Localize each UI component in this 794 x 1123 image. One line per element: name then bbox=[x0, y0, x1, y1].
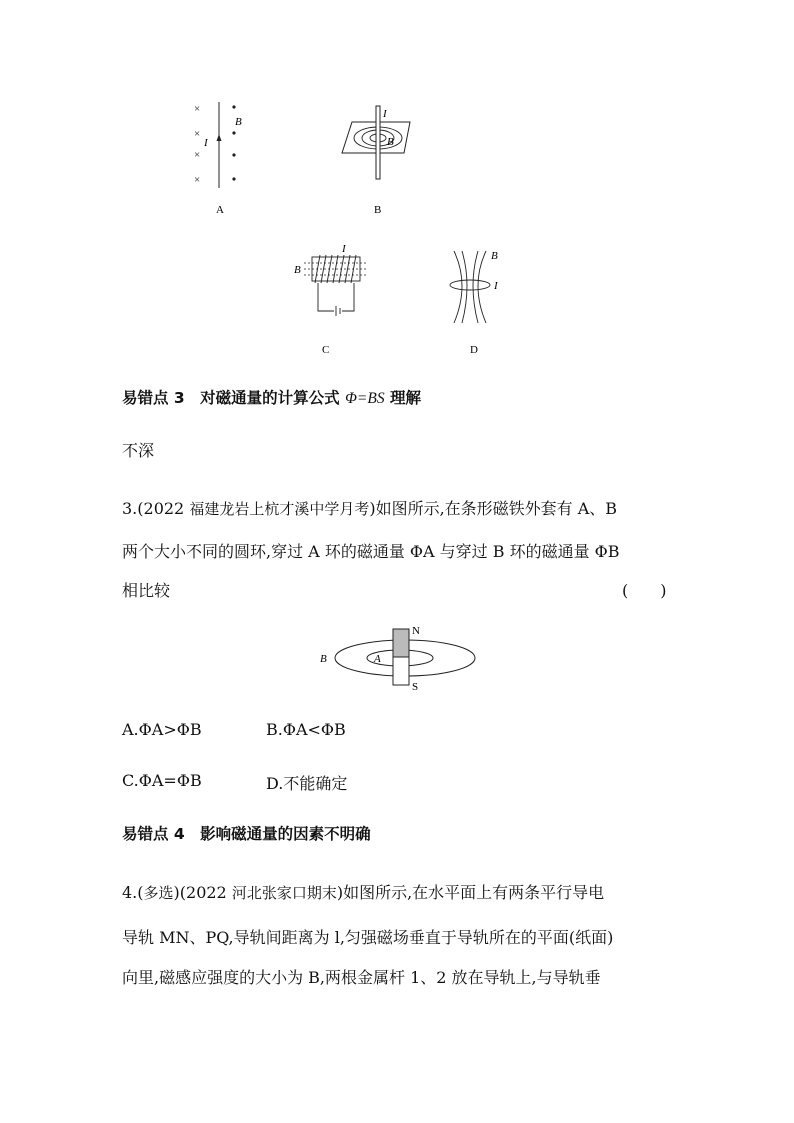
label-i: I bbox=[494, 280, 498, 292]
wire bbox=[376, 106, 380, 179]
option-d[interactable]: D.不能确定 bbox=[266, 774, 348, 793]
label-b: B bbox=[387, 136, 394, 148]
question-3-line3: 相比较 bbox=[122, 581, 171, 600]
question-4-line2: 导轨 MN、PQ,导轨间距离为 l,匀强磁场垂直于导轨所在的平面(纸面) bbox=[122, 928, 614, 947]
section-4-heading: 易错点 4 影响磁通量的因素不明确 bbox=[122, 825, 371, 843]
answer-blank: ( ) bbox=[622, 581, 667, 600]
section-3-heading bbox=[122, 386, 421, 408]
option-c[interactable]: C.ΦA=ΦB bbox=[122, 771, 202, 790]
magnet-south bbox=[393, 657, 409, 685]
label-i: I bbox=[204, 137, 208, 149]
label-b: B bbox=[235, 116, 242, 128]
figure-option-c bbox=[290, 243, 380, 358]
question-3 bbox=[122, 496, 617, 519]
svg-text:×: × bbox=[194, 174, 201, 186]
figure-option-b bbox=[336, 98, 426, 218]
cross-marks bbox=[194, 103, 200, 186]
caption-b: B bbox=[374, 204, 382, 216]
label-s: S bbox=[412, 681, 419, 693]
label-ring-b: B bbox=[320, 653, 327, 665]
field-lines bbox=[454, 251, 486, 323]
magnet-north bbox=[393, 629, 409, 657]
section-3-title: 易错点 3 对磁通量的计算公式 bbox=[122, 389, 346, 407]
figure-option-d bbox=[440, 243, 520, 358]
caption-d: D bbox=[470, 344, 478, 356]
label-b: B bbox=[491, 250, 498, 262]
label-i: I bbox=[383, 108, 387, 120]
label-i: I bbox=[342, 243, 346, 255]
question-text-line1: )如图所示,在条形磁铁外套有 A、B bbox=[369, 499, 618, 518]
label-n: N bbox=[412, 625, 420, 637]
label-b: B bbox=[294, 264, 301, 276]
question-4 bbox=[122, 880, 604, 903]
section-3-heading-line2: 不深 bbox=[122, 441, 155, 460]
label-ring-a: A bbox=[374, 653, 381, 665]
svg-text:×: × bbox=[194, 149, 201, 161]
section-3-title-tail: 理解 bbox=[384, 389, 421, 407]
question-source: 福建龙岩上杭才溪中学月考 bbox=[189, 500, 370, 518]
question-source: 河北张家口期末 bbox=[231, 884, 337, 902]
figure-option-a bbox=[185, 98, 255, 218]
option-a[interactable]: A.ΦA>ΦB bbox=[122, 720, 202, 739]
question-text-line1: )如图所示,在水平面上有两条平行导电 bbox=[336, 883, 605, 902]
wire bbox=[217, 102, 222, 188]
caption-a: A bbox=[216, 204, 224, 216]
caption-c: C bbox=[322, 344, 330, 356]
question-number: 4.( bbox=[122, 883, 144, 902]
svg-text:×: × bbox=[194, 128, 201, 140]
magnet-rings-figure bbox=[312, 618, 480, 698]
section-3-formula: Φ=BS bbox=[345, 390, 385, 407]
question-4-line3: 向里,磁感应强度的大小为 B,两根金属杆 1、2 放在导轨上,与导轨垂 bbox=[122, 968, 601, 987]
svg-text:×: × bbox=[194, 103, 201, 115]
question-3-line2: 两个大小不同的圆环,穿过 A 环的磁通量 ΦA 与穿过 B 环的磁通量 ΦB bbox=[122, 542, 620, 561]
current-loop bbox=[450, 280, 490, 290]
option-b[interactable]: B.ΦA<ΦB bbox=[266, 720, 346, 739]
question-number: 3.(2022 bbox=[122, 499, 190, 518]
question-tag: 多选 bbox=[143, 884, 174, 902]
circuit bbox=[318, 283, 354, 316]
question-year: )(2022 bbox=[173, 883, 232, 902]
